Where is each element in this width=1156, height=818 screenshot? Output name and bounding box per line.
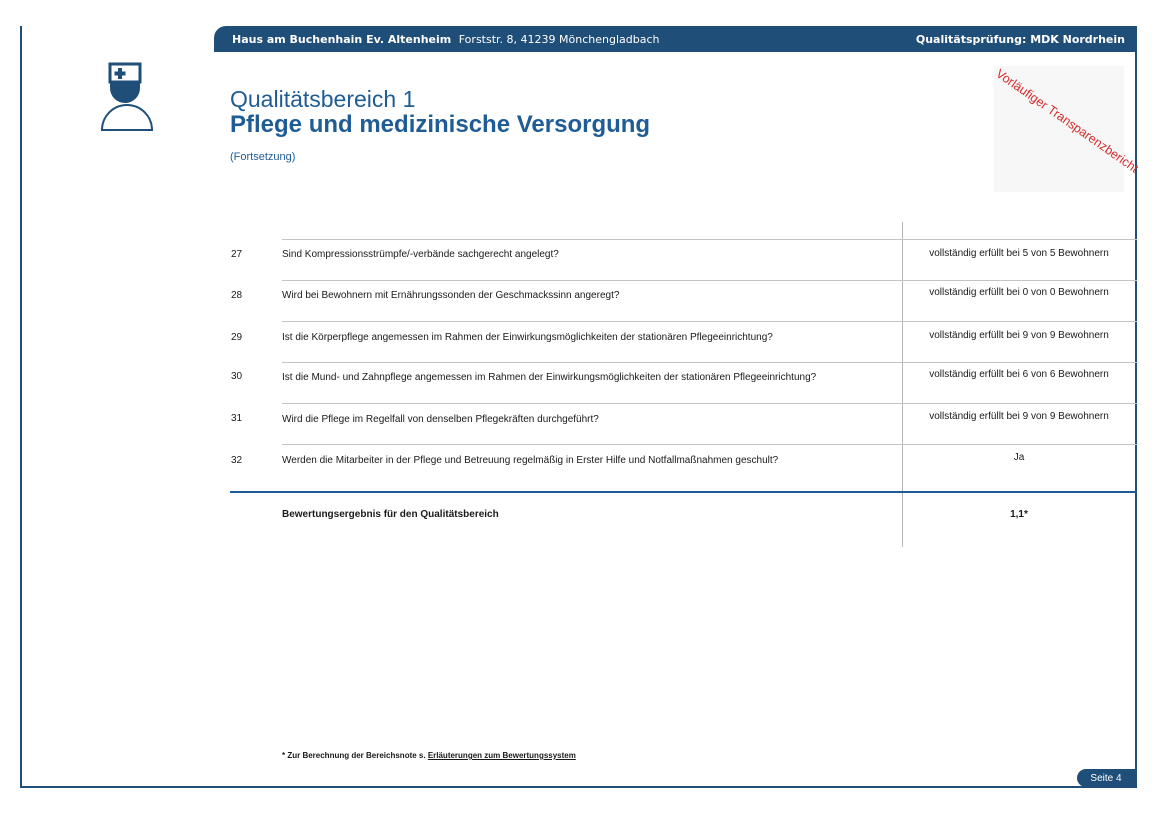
question-28: Wird bei Bewohnern mit Ernährungssonden der Geschmackssinn angeregt? xyxy=(282,290,620,301)
row-number-29: 29 xyxy=(231,332,243,343)
row-number-32: 32 xyxy=(231,455,243,466)
row-separator xyxy=(282,321,1137,322)
question-27: Sind Kompressionsstrümpfe/-verbände sachgerecht angelegt? xyxy=(282,249,559,260)
answer-27: vollständig erfüllt bei 5 von 5 Bewohnern xyxy=(929,248,1109,259)
footnote xyxy=(282,751,576,760)
draft-stamp: Vorläufiger Transparenzbericht xyxy=(993,66,1141,176)
row-separator xyxy=(282,362,1137,363)
row-number-30: 30 xyxy=(231,371,243,382)
answer-28: vollständig erfüllt bei 0 von 0 Bewohnern xyxy=(929,287,1109,298)
page-frame xyxy=(20,26,1137,788)
row-separator xyxy=(282,444,1137,445)
header-bar xyxy=(214,26,1137,52)
result-label: Bewertungsergebnis für den Qualitätsbereich xyxy=(282,509,499,520)
rating-system-link[interactable]: Erläuterungen zum Bewertungssystem xyxy=(427,751,576,760)
page-title: Pflege und medizinische Versorgung xyxy=(230,111,651,138)
answer-31: vollständig erfüllt bei 9 von 9 Bewohnern xyxy=(929,411,1109,422)
answer-29: vollständig erfüllt bei 9 von 9 Bewohnern xyxy=(929,330,1109,341)
question-31: Wird die Pflege im Regelfall von denselben Pflegekräften durchgeführt? xyxy=(282,414,599,425)
row-separator xyxy=(282,239,1137,240)
question-30: Ist die Mund- und Zahnpflege angemessen im Rahmen der Einwirkungsmöglichkeiten der stationären Pflegeeinrichtung? xyxy=(282,372,817,383)
row-separator xyxy=(282,280,1137,281)
footnote-text: * Zur Berechnung der Bereichsnote s. xyxy=(282,751,428,760)
row-number-31: 31 xyxy=(231,413,243,424)
home-address: Forststr. 8, 41239 Mönchengladbach xyxy=(458,32,660,46)
result-value: 1,1* xyxy=(1010,509,1028,520)
header-left xyxy=(232,33,659,46)
answer-32: Ja xyxy=(1013,452,1025,463)
continuation-note: (Fortsetzung) xyxy=(230,151,296,163)
column-divider xyxy=(902,222,903,547)
home-name: Haus am Buchenhain Ev. Altenheim xyxy=(232,32,452,46)
row-separator xyxy=(282,403,1137,404)
result-separator xyxy=(230,491,1137,493)
row-number-28: 28 xyxy=(231,290,243,301)
question-29: Ist die Körperpflege angemessen im Rahmen der Einwirkungsmöglichkeiten der stationären Pflegeeinrichtung? xyxy=(282,332,773,343)
answer-30: vollständig erfüllt bei 6 von 6 Bewohnern xyxy=(929,369,1109,380)
page-number: Seite 4 xyxy=(1077,769,1135,787)
nurse-icon xyxy=(100,62,154,134)
section-number: Qualitätsbereich 1 xyxy=(230,86,416,112)
inspection-label: Qualitätsprüfung: MDK Nordrhein xyxy=(915,32,1125,46)
row-number-27: 27 xyxy=(231,249,243,260)
question-32: Werden die Mitarbeiter in der Pflege und Betreuung regelmäßig in Erster Hilfe und Notfallmaßnahmen geschult? xyxy=(282,455,779,466)
